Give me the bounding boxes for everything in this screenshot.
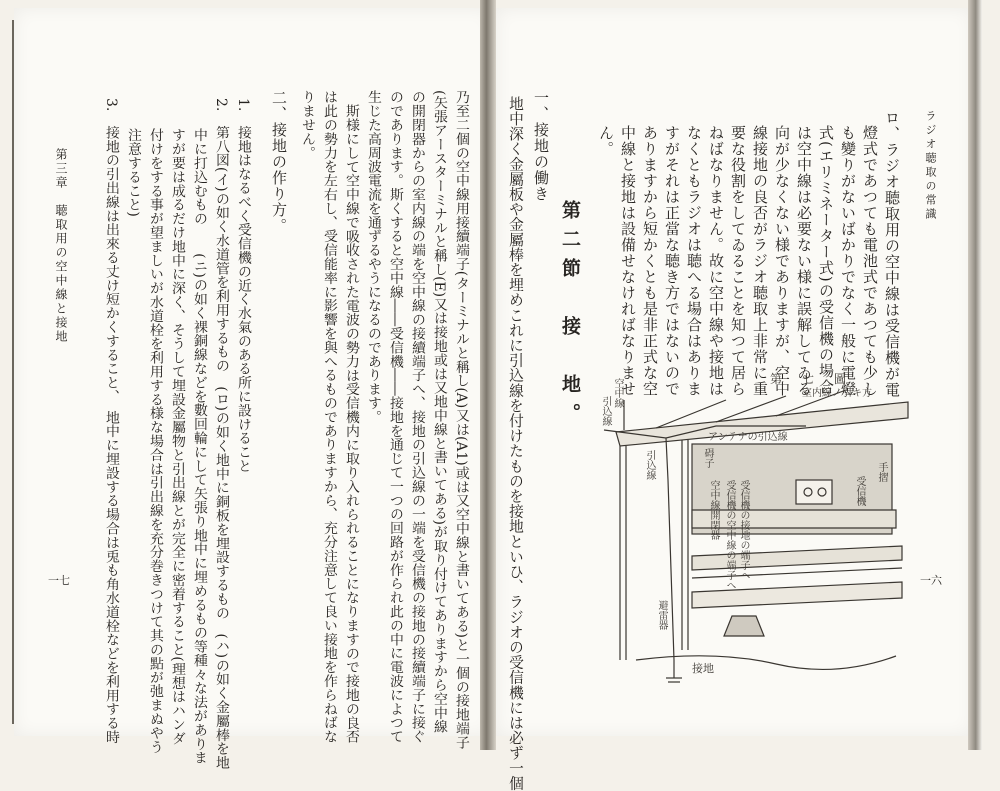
list-item: 注意すること) [125, 128, 141, 217]
label-hanger: 引込線 [644, 450, 655, 480]
subheading: 一、接地の働き [532, 90, 550, 202]
text-line: なくともラジオは聴へる場合はありま [685, 125, 703, 397]
indoor-wiring-illustration [596, 360, 920, 700]
label-note-ground-terminal: 受信機の接地の端子へ [738, 480, 749, 580]
figure-caption: 室内線ノ引キ方 [802, 388, 872, 399]
subheading: 二、接地の作り方。 [270, 90, 288, 234]
label-indoor-wire: アンテナの引込線 [708, 432, 788, 443]
text-line: は此の勢力を左右し、受信能率に影響を與へるものでありますから、充分注意して良い接地を作らねばな [321, 90, 337, 744]
text-line: すがそれは正當な聴き方ではないので [663, 125, 681, 397]
section-title: 第二節 接 地。 [559, 200, 581, 432]
text-line: も變りがないばかりでなく一般に電燈 [839, 125, 857, 397]
label-receiver: 受信機 [854, 476, 865, 506]
text-line: 乃至二個の空中線用接續端子(ターミナルと稱し(A)又は(A1)或は又空中線と書いてある)と一個の接地端子 [453, 90, 469, 750]
text-line: ん。 [597, 125, 615, 157]
text-line: は空中線は必要ない様に誤解してゐる [795, 125, 813, 397]
text-line: のであります。斯くすると空中線――受信機――接地を通じて一つの回路が作られ此の中に電波によつて [387, 90, 403, 744]
page-number-left: 一七 [48, 574, 70, 587]
list-item: 2. 第八図(イ)の如く水道管を利用するもの (ロ)の如く地中に銅板を埋設するもの (ハ)の如く金屬棒を地 [213, 98, 229, 770]
label-lightning-arrester: 避雷器 [656, 600, 667, 630]
label-lead-in-pole: 引込線 [600, 396, 611, 426]
list-item: 3. 接地の引出線は出來る丈け短かくすること、 地中に埋設する場合は兎も角水道栓などを利用する時 [103, 98, 119, 744]
text-line: 生じた高周波電流を通ずるやうになるのであります。 [365, 90, 381, 424]
text-line: 地中深く金屬板や金屬棒を埋めこれに引込線を付けたものを接地といひ、ラジオの受信機には必ず一個 [507, 96, 524, 791]
label-rail: 手摺 [876, 462, 887, 482]
text-line: ロ、ラジオ聴取用の空中線は受信機が電 [883, 110, 901, 398]
text-line: 斯様にして空中線で吸收された電波の勢力は受信機内に取り入れられることになりますので接地の良否 [343, 104, 359, 744]
chapter-footer: 第三章 聴取用の空中線と接地 [54, 148, 68, 344]
list-item: 中に打込むもの (ニ)の如く裸銅線などを數回輪にして矢張り地中に埋めるもの等種々な法がありま [191, 128, 207, 765]
book-binding [480, 0, 496, 750]
list-item: すが要は成るだけ地中に深く、そうして埋設金屬物と引出線とが完全に密着すること(理想はハンダ [169, 128, 185, 746]
list-item: 1. 接地はなるべく受信機の近く水氣のある所に設けること [235, 98, 251, 473]
label-note-antenna-terminal: 受信機の空中線の端子へ [724, 480, 735, 590]
text-line: 式(エリミネーター式)の受信機の場合 [817, 125, 835, 395]
running-header: ラジオ聴取の常識 [924, 110, 937, 222]
label-ground: 接地 [692, 662, 714, 675]
figure-title: 第 七 圖 [770, 372, 851, 386]
label-hook: 碍子 [702, 448, 713, 468]
text-line: の開閉器からの室内線の端を空中線の接續端子へ、接地の引込線の一端を受信機の接地の接續端子に接ぐ [409, 90, 425, 744]
text-line: 線接地の良否がラジオ聴取上非常に重 [751, 125, 769, 397]
list-item: 付けをする事が望ましいが水道栓を利用する様な場合は引出線を充分巻きつけて其の點が弛まぬやう [147, 128, 163, 754]
page-number-right: 一六 [920, 574, 942, 587]
label-antenna-pole: 空中線 [612, 378, 623, 408]
right-cover-edge [968, 0, 982, 750]
text-line: 燈式であつても電池式であつても少し [861, 125, 879, 397]
text-line: 要な役割をしてゐることを知つて居ら [729, 125, 747, 397]
text-line: りません。 [299, 90, 315, 160]
text-line: 中線と接地は設備せなければなりませ [619, 125, 637, 397]
label-switch-box: 空中線開閉器 [708, 480, 719, 540]
text-line: ねばなりません。故に空中線や接地は [707, 125, 725, 397]
text-line: ありますから短かくとも是非正式な空 [641, 125, 659, 397]
text-line: (矢張アースターミナルと稱し(E)又は接地或は又地中線と書いてある)が取り付けてありますから空中線 [431, 90, 447, 734]
text-line: 向が少なくない様でありますが、空中 [773, 125, 791, 397]
figure-7 [596, 360, 920, 700]
